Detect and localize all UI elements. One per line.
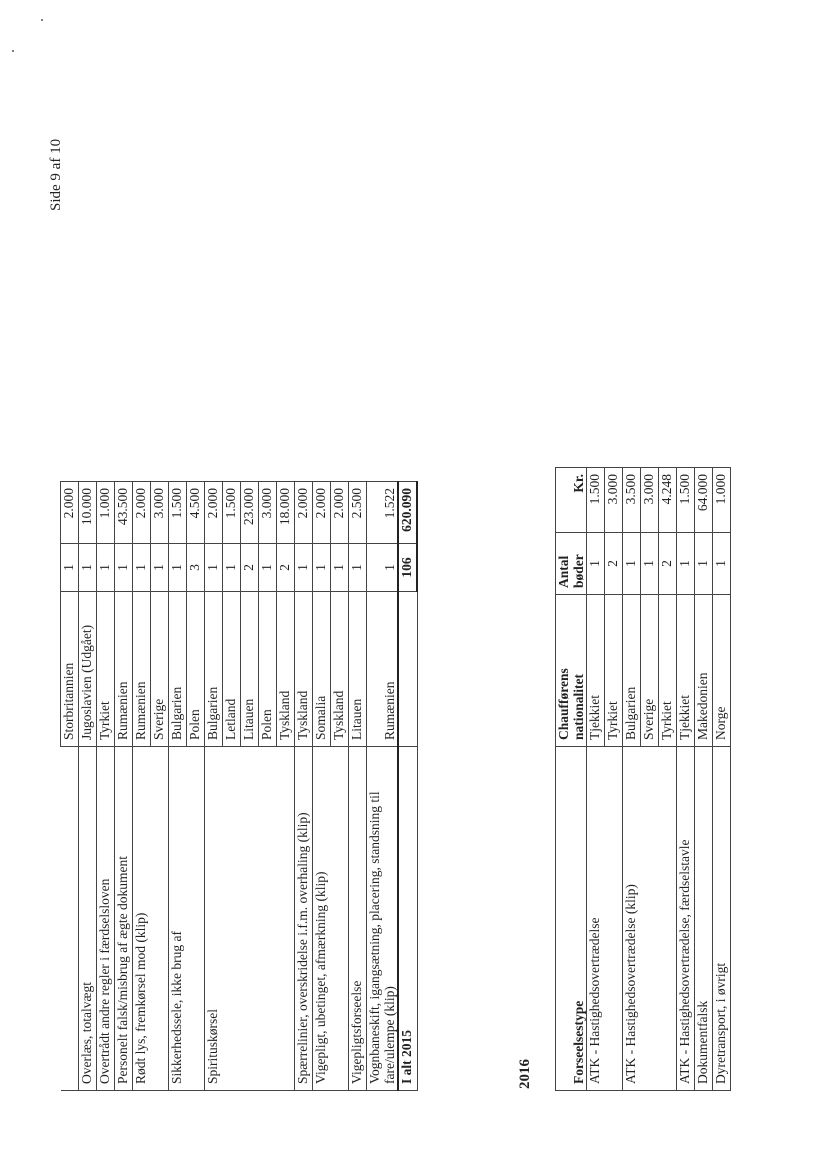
count-cell: 1 — [133, 544, 151, 592]
country-cell: Litauen — [349, 592, 367, 747]
country-cell: Tyskland — [295, 592, 313, 747]
country-cell: Letland — [223, 592, 241, 747]
count-cell: 1 — [205, 544, 223, 592]
offense-cell: Overlæs, totalvægt — [79, 747, 97, 1091]
offense-cell: Personelt falsk/misbrug af ægte dokument — [115, 747, 133, 1091]
count-cell: 1 — [151, 544, 169, 592]
year-heading: 2016 — [517, 1059, 533, 1089]
count-cell: 1 — [223, 544, 241, 592]
header-offense: Forseelsestype — [556, 747, 587, 1091]
total-amount: 620.090 — [398, 482, 417, 544]
country-cell: Somalia — [313, 592, 331, 747]
count-cell: 1 — [367, 544, 399, 592]
country-cell: Polen — [259, 592, 277, 747]
amount-cell: 2.000 — [133, 482, 151, 544]
count-cell: 1 — [115, 544, 133, 592]
table-row — [367, 482, 399, 1091]
amount-cell: 18.000 — [277, 482, 295, 544]
amount-cell: 4.248 — [659, 468, 677, 533]
country-cell: Norge — [713, 595, 731, 747]
country-cell: Tjekkiet — [587, 595, 605, 747]
count-cell: 1 — [61, 544, 79, 592]
count-cell: 1 — [677, 533, 695, 595]
country-cell: Tjekkiet — [677, 595, 695, 747]
total-count: 106 — [398, 544, 417, 592]
table-2015 — [60, 481, 418, 1091]
table-row — [61, 482, 79, 1091]
count-cell: 1 — [169, 544, 187, 592]
country-cell: Sverige — [151, 592, 169, 747]
offense-cell — [61, 747, 79, 1091]
header-count: Antal bøder — [556, 533, 587, 595]
table-row — [713, 468, 731, 1091]
table-row — [169, 482, 187, 1091]
amount-cell: 1.000 — [713, 468, 731, 533]
amount-cell: 10.000 — [79, 482, 97, 544]
country-cell: Tyrkiet — [659, 595, 677, 747]
offense-cell: Rødt lys, fremkørsel mod (klip) — [133, 747, 169, 1091]
table-row — [115, 482, 133, 1091]
offense-cell: ATK - Hastighedsovertrædelse — [587, 747, 623, 1091]
offense-cell: Dokumentfalsk — [695, 747, 713, 1091]
count-cell: 1 — [331, 544, 349, 592]
count-cell: 2 — [659, 533, 677, 595]
country-cell: Polen — [187, 592, 205, 747]
count-cell: 2 — [241, 544, 259, 592]
count-cell: 1 — [349, 544, 367, 592]
country-cell: Rumænien — [115, 592, 133, 747]
count-cell: 3 — [187, 544, 205, 592]
page-number: Side 9 af 10 — [48, 138, 64, 211]
table-2016 — [555, 467, 731, 1091]
amount-cell: 3.000 — [605, 468, 623, 533]
amount-cell: 3.000 — [151, 482, 169, 544]
amount-cell: 1.500 — [587, 468, 605, 533]
offense-cell: Spærrelinier, overskridelse i.f.m. overhaling (klip) — [295, 747, 313, 1091]
table-row — [695, 468, 713, 1091]
total-country-cell — [398, 592, 417, 747]
amount-cell: 1.500 — [169, 482, 187, 544]
total-label: I alt 2015 — [398, 747, 417, 1091]
amount-cell: 23.000 — [241, 482, 259, 544]
header-row — [556, 468, 587, 1091]
offense-cell: Dyretransport, i øvrigt — [713, 747, 731, 1091]
amount-cell: 43.500 — [115, 482, 133, 544]
country-cell: Tyrkiet — [605, 595, 623, 747]
header-country: Chaufførens nationalitet — [556, 595, 587, 747]
offense-cell: Vigepligt, ubetinget, afmærkning (klip) — [313, 747, 349, 1091]
amount-cell: 2.000 — [205, 482, 223, 544]
count-cell: 2 — [605, 533, 623, 595]
amount-cell: 3.000 — [259, 482, 277, 544]
count-cell: 1 — [695, 533, 713, 595]
amount-cell: 2.000 — [331, 482, 349, 544]
amount-cell: 1.522 — [367, 482, 399, 544]
count-cell: 1 — [79, 544, 97, 592]
count-cell: 1 — [713, 533, 731, 595]
country-cell: Tyskland — [277, 592, 295, 747]
table-row — [97, 482, 115, 1091]
offense-cell: ATK - Hastighedsovertrædelse (klip) — [623, 747, 677, 1091]
amount-cell: 2.000 — [61, 482, 79, 544]
country-cell: Sverige — [641, 595, 659, 747]
amount-cell: 4.500 — [187, 482, 205, 544]
count-cell: 1 — [313, 544, 331, 592]
country-cell: Bulgarien — [205, 592, 223, 747]
country-cell: Litauen — [241, 592, 259, 747]
amount-cell: 1.500 — [677, 468, 695, 533]
country-cell: Bulgarien — [623, 595, 641, 747]
table-row — [133, 482, 151, 1091]
amount-cell: 2.000 — [295, 482, 313, 544]
count-cell: 1 — [295, 544, 313, 592]
offense-cell: Vigepligtsforseelse — [349, 747, 367, 1091]
offense-cell: Spirituskørsel — [205, 747, 295, 1091]
count-cell: 1 — [641, 533, 659, 595]
count-cell: 1 — [623, 533, 641, 595]
country-cell: Tyskland — [331, 592, 349, 747]
header-amount: Kr. — [556, 468, 587, 533]
count-cell: 2 — [277, 544, 295, 592]
table-row — [349, 482, 367, 1091]
table-row — [295, 482, 313, 1091]
amount-cell: 3.500 — [623, 468, 641, 533]
table-row — [205, 482, 223, 1091]
amount-cell: 2.000 — [313, 482, 331, 544]
total-row — [398, 482, 417, 1091]
amount-cell: 64.000 — [695, 468, 713, 533]
country-cell: Rumænien — [367, 592, 399, 747]
table-row — [587, 468, 605, 1091]
country-cell: Makedonien — [695, 595, 713, 747]
table-row — [313, 482, 331, 1091]
amount-cell: 3.000 — [641, 468, 659, 533]
count-cell: 1 — [97, 544, 115, 592]
count-cell: 1 — [587, 533, 605, 595]
country-cell: Rumænien — [133, 592, 151, 747]
count-cell: 1 — [259, 544, 277, 592]
offense-cell: Vognbaneskift, igangsætning, placering, standsning til fare/ulempe (klip) — [367, 747, 399, 1091]
country-cell: Jugoslavien (Udgået) — [79, 592, 97, 747]
country-cell: Bulgarien — [169, 592, 187, 747]
amount-cell: 2.500 — [349, 482, 367, 544]
offense-cell: Overtrådt andre regler i færdselsloven — [97, 747, 115, 1091]
amount-cell: 1.000 — [97, 482, 115, 544]
table-row — [623, 468, 641, 1091]
country-cell: Tyrkiet — [97, 592, 115, 747]
country-cell: Storbritannien — [61, 592, 79, 747]
amount-cell: 1.500 — [223, 482, 241, 544]
table-row — [79, 482, 97, 1091]
table-row — [677, 468, 695, 1091]
offense-cell: ATK - Hastighedsovertrædelse, færdselstavle — [677, 747, 695, 1091]
offense-cell: Sikkerhedssele, ikke brug af — [169, 747, 205, 1091]
